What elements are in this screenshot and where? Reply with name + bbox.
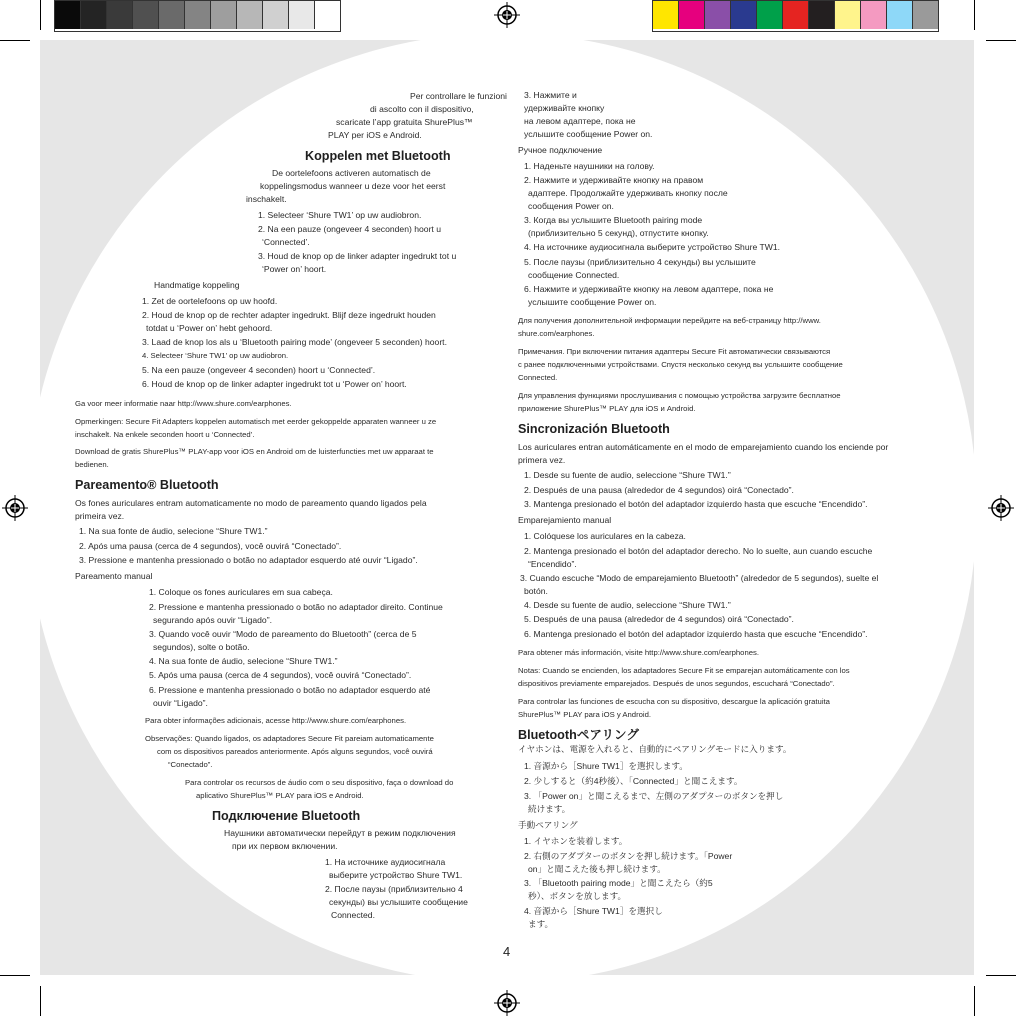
text-line: 3. Нажмите и [524, 90, 577, 100]
text-line: ます。 [528, 919, 554, 929]
color-swatch [289, 1, 315, 29]
color-swatch [913, 1, 938, 29]
text-line: 2. Houd de knop op de rechter adapter ingedrukt. Blijf deze ingedrukt houden [142, 310, 436, 320]
text-line: 4. Na sua fonte de áudio, selecione “Shure TW1.” [149, 656, 338, 666]
section-heading: Pareamento® Bluetooth [75, 478, 219, 492]
text-line: Los auriculares entran automáticamente en el modo de emparejamiento cuando los enciende por [518, 442, 889, 452]
text-line: 2. 右側のアダプターのボタンを押し続けます。「Power [524, 851, 733, 861]
section-heading: Подключение Bluetooth [212, 809, 361, 823]
text-line: 3. Quando você ouvir “Modo de pareamento do Bluetooth” (cerca de 5 [149, 629, 417, 639]
text-line: primera vez. [518, 455, 566, 465]
color-swatch [731, 1, 757, 29]
text-line: “Conectado”. [168, 760, 213, 769]
text-line: 3. Mantenga presionado el botón del adaptador izquierdo hasta que escuche “Encendido”. [524, 499, 868, 509]
text-line: 2. 少しすると（約4秒後）、「Connected」と聞こえます。 [524, 776, 743, 786]
text-line: 4. 音源から［Shure TW1］を選択し [524, 906, 663, 916]
color-swatch [809, 1, 835, 29]
text-line: с ранее подключенными устройствами. Спустя несколько секунд вы услышите сообщение [518, 360, 843, 369]
crop-mark [40, 0, 41, 30]
text-line: shure.com/earphones. [518, 329, 595, 338]
text-line: 2. Pressione e mantenha pressionado o botão no adaptador direito. Continue [149, 602, 443, 612]
text-line: услышите сообщение Power on. [528, 297, 657, 307]
color-swatch [237, 1, 263, 29]
text-line: di ascolto con il dispositivo, [370, 104, 474, 114]
text-line: De oortelefoons activeren automatisch de [272, 168, 431, 178]
text-line: 2. Нажмите и удерживайте кнопку на правом [524, 175, 704, 185]
registration-mark-icon [494, 2, 520, 28]
color-swatch [783, 1, 809, 29]
text-line: Download de gratis ShurePlus™ PLAY-app voor iOS en Android om de luisterfuncties met uw apparaat te [75, 447, 434, 456]
text-line: 6. Pressione e mantenha pressionado o botão no adaptador esquerdo até [149, 685, 431, 695]
text-line: koppelingsmodus wanneer u deze voor het eerst [260, 181, 446, 191]
text-line: Notas: Cuando se encienden, los adaptadores Secure Fit se emparejan automáticamente con los [518, 666, 850, 675]
text-line: сообщение Connected. [528, 270, 620, 280]
text-line: при их первом включении. [232, 841, 338, 851]
text-line: primeira vez. [75, 511, 125, 521]
text-line: Opmerkingen: Secure Fit Adapters koppelen automatisch met eerder gekoppelde apparaten wanneer u ze [75, 417, 437, 426]
text-line: 1. Zet de oortelefoons op uw hoofd. [142, 296, 278, 306]
text-line: 手動ペアリング [518, 820, 578, 830]
text-line: 1. イヤホンを装着します。 [524, 836, 628, 846]
text-line: 3. Laad de knop los als u ‘Bluetooth pairing mode’ (ongeveer 5 seconden) hoort. [142, 337, 447, 347]
crop-mark [974, 0, 975, 30]
text-line: 2. Após uma pausa (cerca de 4 segundos), você ouvirá “Conectado”. [79, 541, 342, 551]
crop-mark [40, 986, 41, 1016]
text-line: bedienen. [75, 460, 109, 469]
text-line: 6. Нажмите и удерживайте кнопку на левом адаптере, пока не [524, 284, 774, 294]
text-line: 続けます。 [528, 804, 571, 814]
text-line: aplicativo ShurePlus™ PLAY para iOS e Android. [196, 791, 364, 800]
text-line: PLAY per iOS e Android. [328, 130, 422, 140]
color-swatch [653, 1, 679, 29]
text-line: 2. Después de una pausa (alrededor de 4 segundos) oirá “Conectado”. [524, 485, 794, 495]
text-line: 3. 「Power on」と聞こえるまで、左側のアダプターのボタンを押し [524, 791, 784, 801]
text-line: 5. После паузы (приблизительно 4 секунды) вы услышите [524, 257, 756, 267]
text-line: Pareamento manual [75, 571, 153, 581]
process-color-bar [652, 0, 939, 32]
registration-mark-icon [2, 495, 28, 521]
color-swatch [679, 1, 705, 29]
crop-mark [986, 40, 1016, 41]
text-line: Observações: Quando ligados, os adaptadores Secure Fit pareiam automaticamente [145, 734, 434, 743]
text-line: секунды) вы услышите сообщение [329, 897, 468, 907]
color-swatch [757, 1, 783, 29]
text-line: услышите сообщение Power on. [524, 129, 653, 139]
text-line: Os fones auriculares entram automaticamente no modo de pareamento quando ligados pela [75, 498, 427, 508]
text-line: Примечания. При включении питания адаптеры Secure Fit автоматически связываются [518, 347, 831, 356]
text-line: segundos), solte o botão. [153, 642, 250, 652]
text-line: Handmatige koppeling [154, 280, 240, 290]
color-swatch [159, 1, 185, 29]
text-line: 2. После паузы (приблизительно 4 [325, 884, 463, 894]
text-line: 4. Selecteer ‘Shure TW1’ op uw audiobron. [142, 351, 289, 360]
text-line: 3. Pressione e mantenha pressionado o botão no adaptador esquerdo até ouvir “Ligado”. [79, 555, 418, 565]
text-line: Per controllare le funzioni [410, 91, 507, 101]
text-line: 5. Na een pauze (ongeveer 4 seconden) hoort u ‘Connected’. [142, 365, 376, 375]
text-line: 1. Desde su fuente de audio, seleccione “Shure TW1.” [524, 470, 731, 480]
text-line: 6. Mantenga presionado el botón del adaptador izquierdo hasta que escuche “Encendido”. [524, 629, 868, 639]
text-line: 1. Na sua fonte de áudio, selecione “Shure TW1.” [79, 526, 268, 536]
crop-mark [986, 975, 1016, 976]
text-line: Для получения дополнительной информации перейдите на веб-страницу http://www. [518, 316, 821, 325]
text-line: Ga voor meer informatie naar http://www.shure.com/earphones. [75, 399, 292, 408]
registration-mark-icon [494, 990, 520, 1016]
text-line: 3. Когда вы услышите Bluetooth pairing mode [524, 215, 703, 225]
text-line: Para obtener más información, visite http://www.shure.com/earphones. [518, 648, 759, 657]
crop-mark [974, 986, 975, 1016]
text-line: Наушники автоматически перейдут в режим подключения [224, 828, 456, 838]
section-heading: Koppelen met Bluetooth [305, 149, 451, 163]
color-swatch [705, 1, 731, 29]
text-line: на левом адаптере, пока не [524, 116, 636, 126]
text-line: адаптере. Продолжайте удерживать кнопку после [528, 188, 728, 198]
color-swatch [81, 1, 107, 29]
color-swatch [107, 1, 133, 29]
color-swatch [263, 1, 289, 29]
text-line: 6. Houd de knop op de linker adapter ingedrukt tot u ‘Power on’ hoort. [142, 379, 407, 389]
text-line: “Encendido”. [528, 559, 577, 569]
text-line: botón. [524, 586, 548, 596]
text-line: 1. Selecteer ‘Shure TW1’ op uw audiobron. [258, 210, 422, 220]
section-heading: Bluetoothペアリング [518, 728, 639, 742]
color-swatch [211, 1, 237, 29]
text-line: 5. Após uma pausa (cerca de 4 segundos), você ouvirá “Conectado”. [149, 670, 412, 680]
text-line: com os dispositivos pareados anteriormente. Após alguns segundos, você ouvirá [157, 747, 433, 756]
text-line: Para controlar las funciones de escucha con su dispositivo, descargue la aplicación gratuita [518, 697, 830, 706]
text-line: scaricate l’app gratuita ShurePlus™ [336, 117, 473, 127]
text-line: сообщения Power on. [528, 201, 614, 211]
color-swatch [55, 1, 81, 29]
text-line: 4. Desde su fuente de audio, seleccione “Shure TW1.” [524, 600, 731, 610]
text-line: 5. Después de una pausa (alrededor de 4 segundos) oirá “Conectado”. [524, 614, 794, 624]
text-line: 2. Mantenga presionado el botón del adaptador derecho. No lo suelte, aun cuando escuche [524, 546, 873, 556]
color-swatch [315, 1, 340, 29]
text-line: totdat u ‘Power on’ hebt gehoord. [146, 323, 273, 333]
text-line: 1. Наденьте наушники на голову. [524, 161, 655, 171]
text-line: Para obter informações adicionais, acesse http://www.shure.com/earphones. [145, 716, 407, 725]
text-line: ‘Connected’. [262, 237, 310, 247]
color-swatch [185, 1, 211, 29]
text-line: Para controlar os recursos de áudio com o seu dispositivo, faça o download do [185, 778, 454, 787]
text-line: 3. 「Bluetooth pairing mode」と聞こえたら（約5 [524, 878, 713, 888]
crop-mark [0, 975, 30, 976]
text-line: (приблизительно 5 секунд), отпустите кнопку. [528, 228, 709, 238]
crop-mark [0, 40, 30, 41]
text-line: 1. На источнике аудиосигнала [325, 857, 446, 867]
text-line: inschakelt. Na enkele seconden hoort u ‘Connected’. [75, 430, 255, 439]
color-swatch [133, 1, 159, 29]
color-swatch [835, 1, 861, 29]
text-line: 3. Cuando escuche “Modo de emparejamiento Bluetooth” (alrededor de 5 segundos), suelte el [520, 573, 879, 583]
text-line: on」と聞こえた後も押し続けます。 [528, 864, 666, 874]
text-line: 4. На источнике аудиосигнала выберите устройство Shure TW1. [524, 242, 781, 252]
text-line: ‘Power on’ hoort. [262, 264, 327, 274]
text-line: 1. 音源から［Shure TW1］を選択します。 [524, 761, 688, 771]
text-line: Для управления функциями прослушивания с помощью устройства загрузите бесплатное [518, 391, 841, 400]
page-number: 4 [503, 944, 511, 959]
text-line: 1. Colóquese los auriculares en la cabeza. [524, 531, 686, 541]
text-line: ShurePlus™ PLAY para iOS y Android. [518, 710, 652, 719]
color-swatch [861, 1, 887, 29]
registration-mark-icon [988, 495, 1014, 521]
text-line: удерживайте кнопку [524, 103, 605, 113]
text-line: 1. Coloque os fones auriculares em sua cabeça. [149, 587, 333, 597]
text-line: Ручное подключение [518, 145, 603, 155]
text-line: Connected. [518, 373, 558, 382]
text-line: ouvir “Ligado”. [153, 698, 208, 708]
grayscale-color-bar [54, 0, 341, 32]
text-line: Connected. [331, 910, 375, 920]
text-line: 3. Houd de knop op de linker adapter ingedrukt tot u [258, 251, 457, 261]
text-line: segurando após ouvir “Ligado”. [153, 615, 272, 625]
text-line: inschakelt. [246, 194, 287, 204]
text-line: Emparejamiento manual [518, 515, 612, 525]
text-line: イヤホンは、電源を入れると、自動的にペアリングモードに入ります。 [518, 744, 792, 754]
text-line: 秒）、ボタンを放します。 [528, 891, 627, 901]
text-line: выберите устройство Shure TW1. [329, 870, 463, 880]
color-swatch [887, 1, 913, 29]
section-heading: Sincronización Bluetooth [518, 422, 670, 436]
text-line: приложение ShurePlus™ PLAY для iOS и Android. [518, 404, 696, 413]
text-line: dispositivos previamente emparejados. Después de unos segundos, escuchará “Conectado”. [518, 679, 835, 688]
text-line: 2. Na een pauze (ongeveer 4 seconden) hoort u [258, 224, 441, 234]
